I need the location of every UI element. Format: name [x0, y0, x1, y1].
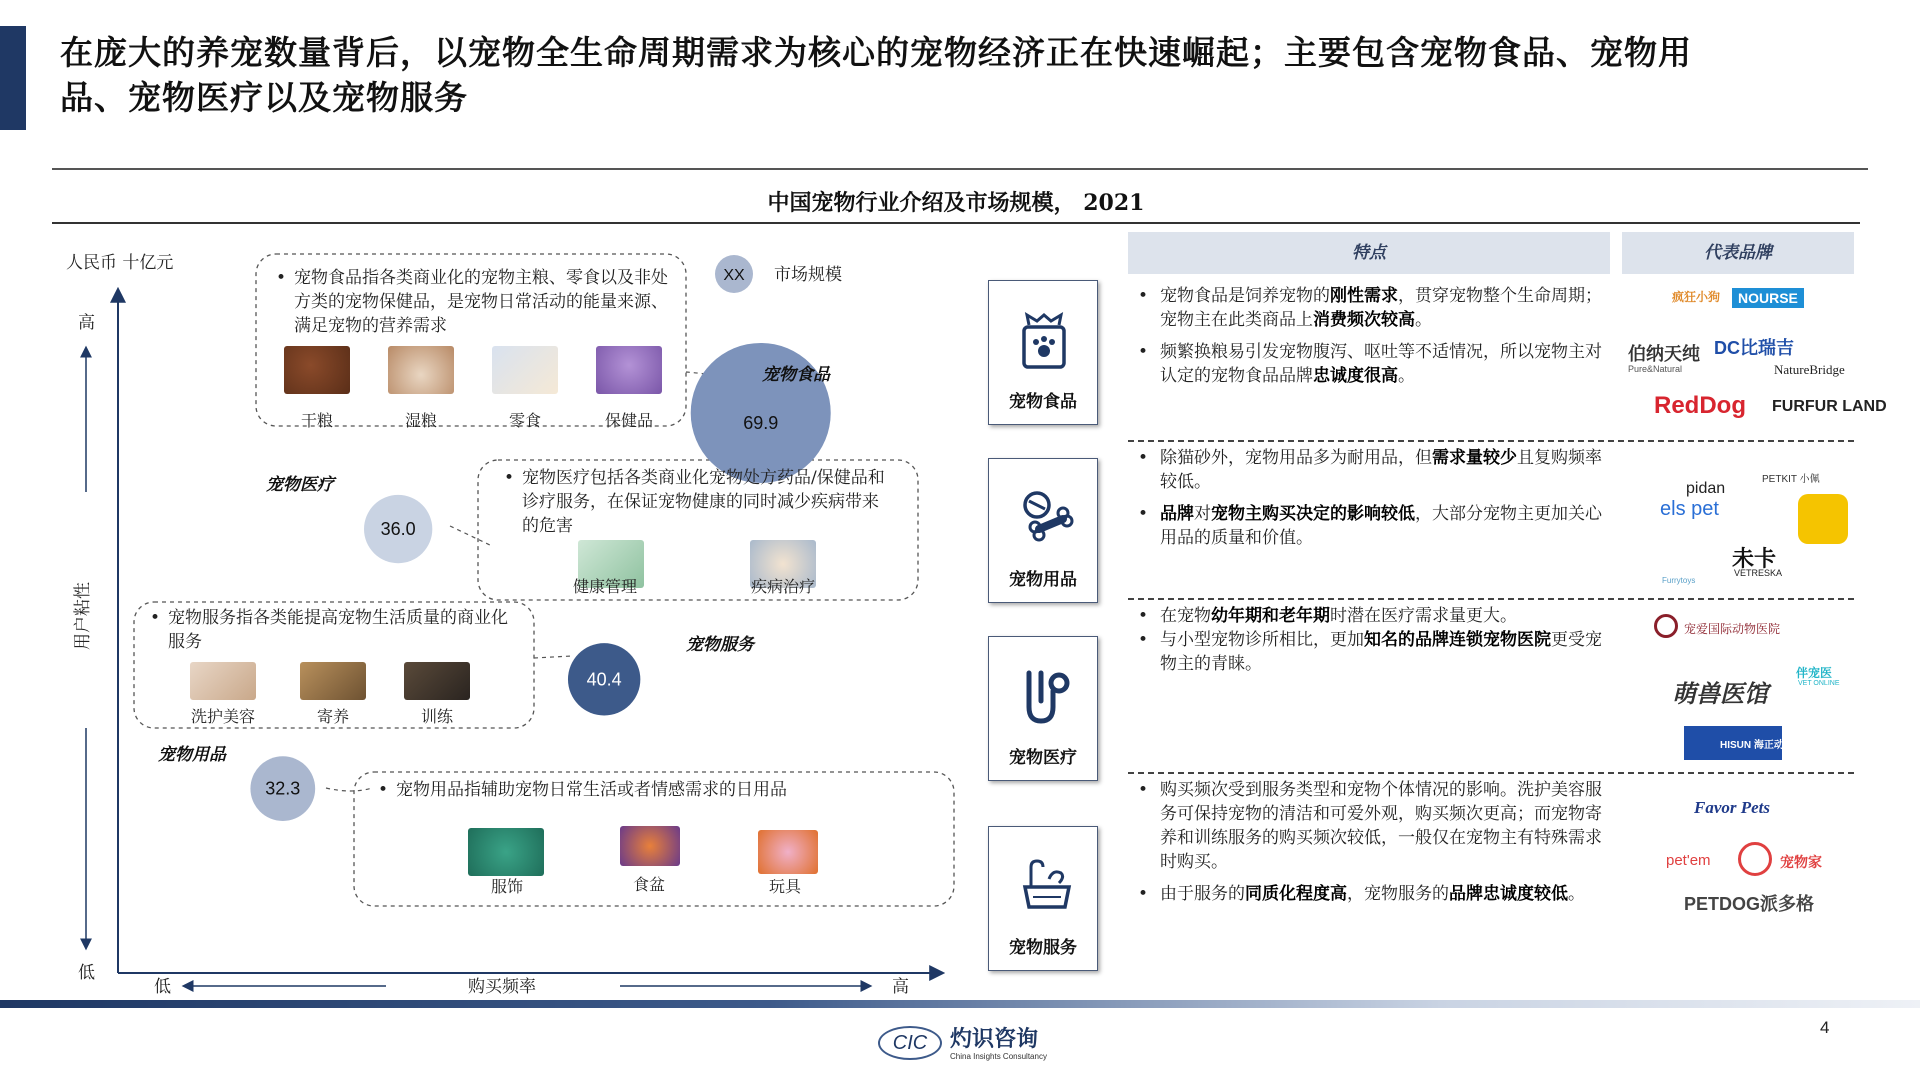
food-bag-icon [1019, 311, 1069, 371]
bubble-label-medical: 宠物医疗 [266, 475, 334, 495]
brand-naturebridge: NatureBridge [1774, 362, 1845, 377]
feature-medical-1: • 在宠物幼年期和老年期时潜在医疗需求量更大。 [1130, 604, 1610, 628]
brand-petkit: PETKIT 小佩 [1762, 474, 1820, 485]
product-dry-food: 干粮 [300, 411, 333, 430]
boarding-image [300, 662, 366, 700]
training-image [404, 662, 470, 700]
card-label-medical: 宠物医疗 [1009, 748, 1077, 768]
product-boarding: 寄养 [316, 707, 349, 726]
product-training: 训练 [420, 707, 453, 726]
cic-logo-mark: CIC [878, 1026, 942, 1060]
chart-title: 中国宠物行业介绍及市场规模， 2021 [767, 190, 1145, 216]
brand-mengshou: 萌兽医馆 [1672, 681, 1768, 708]
row-divider-2 [1128, 598, 1854, 600]
row-divider-1 [1128, 440, 1854, 442]
bone-ball-icon [1019, 489, 1075, 549]
wet-food-image [388, 346, 454, 394]
brands-header: 代表品牌 [1622, 232, 1854, 274]
brand-bernatural: 伯纳天纯 [1628, 344, 1700, 364]
feature-service-1: • 购买频次受到服务类型和宠物个体情况的影响。洗护美容服务可保持宠物的清洁和可爱外观，购买频次更高；而宠物寄养和训练服务的购买频次较低，一般仅在宠物主有特殊需求时购买。 [1130, 778, 1610, 874]
title-accent-bar [0, 26, 26, 130]
brand-chongwujia: 宠物家 [1780, 854, 1822, 870]
bowl-image [620, 826, 680, 866]
legend-marker-text: XX [723, 267, 745, 284]
product-health-management: 健康管理 [572, 577, 637, 596]
service-description-text: • 宠物服务指各类能提高宠物生活质量的商业化服务 [168, 608, 508, 652]
medical-description [522, 466, 890, 538]
chart-title-divider [52, 222, 1860, 224]
brands-service [1622, 786, 1854, 916]
cic-logo-subtext: China Insights Consultancy [950, 1052, 1047, 1061]
title-divider [52, 168, 1868, 170]
card-pet-service [988, 826, 1098, 971]
feature-food-1: • 宠物食品是饲养宠物的刚性需求，贯穿宠物整个生命周期；宠物主在此类商品上消费频次较高。 [1130, 284, 1610, 332]
brand-petcare-logo [1654, 614, 1678, 638]
bubble-label-service: 宠物服务 [686, 635, 754, 655]
brand-banchongyi: 伴宠医 [1796, 666, 1833, 680]
row-divider-3 [1128, 772, 1854, 774]
supplement-image [596, 346, 662, 394]
product-bowl: 食盆 [632, 875, 665, 894]
brand-els-pet: els pet [1660, 498, 1719, 520]
page-title-line-1: 在庞大的养宠数量背后，以宠物全生命周期需求为核心的宠物经济正在快速崛起；主要包含宠物食品、宠物用 [60, 33, 1692, 72]
legend-label: 市场规模 [774, 265, 842, 285]
brands-food [1622, 282, 1887, 432]
features-medical [1130, 604, 1610, 684]
supplies-connector [326, 788, 372, 791]
supplies-description [396, 778, 916, 802]
brand-dc-bridge: DC比瑞吉 [1714, 338, 1794, 358]
features-header: 特点 [1128, 232, 1610, 274]
cic-logo-text: 灼识咨询 [950, 1026, 1039, 1052]
toy-image [758, 830, 818, 874]
bubble-value-food: 69.9 [743, 412, 779, 433]
features-supplies [1130, 446, 1610, 558]
cic-logo [878, 1022, 1068, 1066]
brand-petcare-hospital: 宠爱国际动物医院 [1684, 622, 1781, 636]
brand-vetreska: VETRESKA [1734, 568, 1783, 578]
x-low-label: 低 [154, 977, 171, 997]
product-disease-treatment: 疾病治疗 [750, 577, 815, 596]
brand-nourse: NOURSE [1732, 288, 1804, 308]
page-title [60, 30, 1820, 120]
bubble-value-medical: 36.0 [380, 519, 416, 540]
brand-pidan: pidan [1686, 480, 1726, 497]
dry-food-image [284, 346, 350, 394]
service-description [168, 606, 518, 654]
features-service [1130, 778, 1610, 914]
y-axis-label: 用户粘性 [73, 582, 93, 650]
brand-hisun: HISUN 海正动保 [1684, 726, 1782, 760]
food-description [294, 266, 678, 338]
page-title-line-2: 品、宠物医疗以及宠物服务 [60, 78, 468, 117]
card-pet-supplies [988, 458, 1098, 603]
product-toy: 玩具 [768, 877, 801, 896]
y-high-label: 高 [78, 313, 95, 333]
feature-food-2: • 频繁换粮易引发宠物腹泻、呕吐等不适情况，所以宠物主对认定的宠物食品品牌忠诚度很高。 [1130, 340, 1610, 388]
food-description-text: • 宠物食品指各类商业化的宠物主粮、零食以及非处方类的宠物保健品，是宠物日常活动的能量来源、满足宠物的营养需求 [294, 268, 668, 336]
brand-reddog: RedDog [1654, 392, 1746, 419]
food-products [270, 346, 690, 436]
service-connector [534, 656, 572, 658]
bubble-value-service: 40.4 [586, 669, 622, 690]
brand-petem-logo [1738, 842, 1772, 876]
card-pet-food [988, 280, 1098, 425]
y-low-label: 低 [78, 963, 95, 983]
brand-petem: pet'em [1666, 852, 1711, 869]
bubble-label-supplies: 宠物用品 [158, 745, 226, 765]
page-number: 4 [1820, 1018, 1830, 1037]
brand-vet-online: VET ONLINE [1798, 680, 1840, 687]
brand-cat-logo [1798, 494, 1848, 544]
card-label-food: 宠物食品 [1009, 392, 1077, 412]
features-food [1130, 284, 1610, 396]
product-snack: 零食 [508, 411, 541, 430]
feature-medical-2: • 与小型宠物诊所相比，更加知名的品牌连锁宠物医院更受宠物主的青睐。 [1130, 628, 1610, 676]
brand-furrytoys: Furrytoys [1662, 576, 1696, 585]
bubble-label-food: 宠物食品 [762, 365, 830, 385]
unit-label: 人民币 十亿元 [66, 253, 174, 273]
brand-crazy-dog: 疯狂小狗 [1672, 290, 1721, 304]
product-wet-food: 湿粮 [404, 411, 437, 430]
brands-supplies [1622, 446, 1854, 592]
card-pet-medical [988, 636, 1098, 781]
x-axis-label: 购买频率 [468, 977, 536, 997]
snack-image [492, 346, 558, 394]
bubble-value-supplies: 32.3 [265, 778, 301, 799]
grooming-image [190, 662, 256, 700]
brands-medical [1622, 604, 1854, 768]
brand-furfur-land: FURFUR LAND [1772, 398, 1887, 415]
product-clothing: 服饰 [490, 877, 523, 896]
brand-petdog: PETDOG派多格 [1684, 894, 1815, 914]
product-grooming: 洗护美容 [190, 707, 255, 726]
feature-supplies-1: • 除猫砂外，宠物用品多为耐用品，但需求量较少且复购频率较低。 [1130, 446, 1610, 494]
card-label-supplies: 宠物用品 [1009, 570, 1077, 590]
stethoscope-icon [1019, 667, 1075, 727]
x-high-label: 高 [892, 977, 909, 997]
medical-description-text: • 宠物医疗包括各类商业化宠物处方药品/保健品和诊疗服务，在保证宠物健康的同时减少疾病带来的危害 [522, 468, 885, 536]
brand-weika: 未卡 [1732, 546, 1777, 571]
medical-connector [450, 526, 492, 546]
supplies-description-text: • 宠物用品指辅助宠物日常生活或者情感需求的日用品 [396, 780, 787, 800]
feature-supplies-2: • 品牌对宠物主购买决定的影响较低，大部分宠物主更加关心用品的质量和价值。 [1130, 502, 1610, 550]
product-supplement: 保健品 [604, 411, 653, 430]
brand-favor-pets: Favor Pets [1694, 798, 1771, 817]
card-label-service: 宠物服务 [1009, 938, 1077, 958]
brand-pure-natural: Pure&Natural [1628, 364, 1683, 374]
clothing-image [468, 828, 544, 876]
feature-service-2: • 由于服务的同质化程度高，宠物服务的品牌忠诚度较低。 [1130, 882, 1610, 906]
grooming-tub-icon [1019, 857, 1075, 917]
footer-band [0, 1000, 1920, 1008]
